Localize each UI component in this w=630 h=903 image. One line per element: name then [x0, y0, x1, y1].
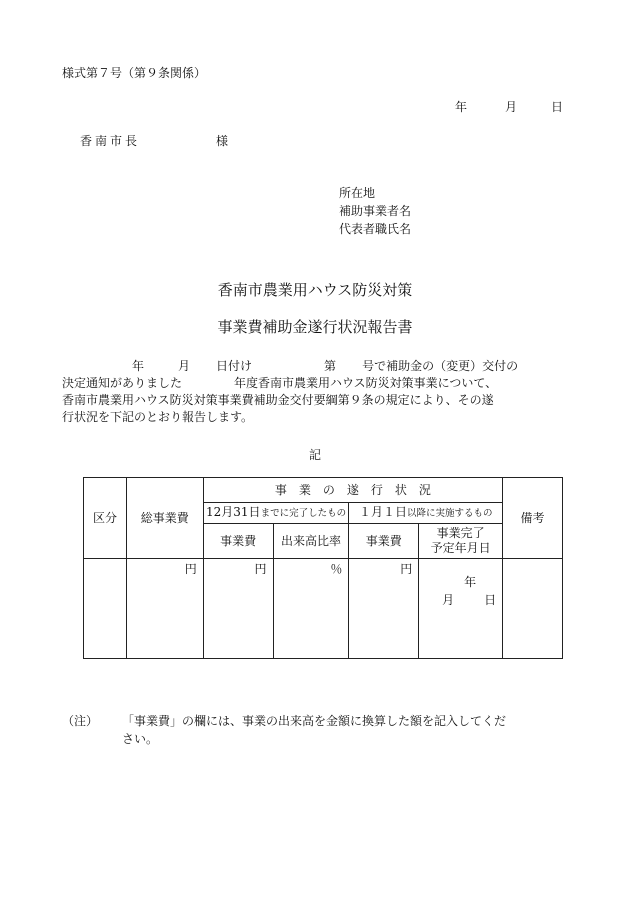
- applicant-block: [339, 184, 411, 238]
- mayor-label: 香南市長: [80, 134, 141, 148]
- header-status: 事 業 の 遂 行 状 況: [203, 478, 502, 503]
- header-cost-1: 事業費: [203, 524, 273, 559]
- honorific: 様: [216, 134, 229, 148]
- applicant-name-label: 補助事業者名: [339, 204, 412, 218]
- date-day: 日: [551, 100, 564, 114]
- note-label: （注）: [62, 714, 99, 728]
- table-row: [84, 559, 563, 659]
- title-line-1: 香南市農業用ハウス防災対策: [217, 281, 413, 299]
- cell-total-cost[interactable]: 円: [126, 559, 203, 659]
- body-text: [62, 358, 572, 426]
- header-total-cost: 総事業費: [126, 478, 203, 559]
- cell-remarks[interactable]: [503, 559, 563, 659]
- date-line: [455, 98, 563, 115]
- header-completed-group: 12月31日までに完了したもの: [203, 503, 349, 524]
- body-line-3: 香南市農業用ハウス防災対策事業費補助金交付要綱第９条の規定により、その遂: [62, 393, 494, 407]
- address-label: 所在地: [339, 186, 376, 200]
- form-number: 様式第７号（第９条関係）: [62, 66, 207, 80]
- addressee: [80, 132, 228, 149]
- footnote: [62, 712, 506, 748]
- cell-completion-date[interactable]: 年 月 日: [419, 559, 503, 659]
- ki-heading: 記: [308, 448, 321, 462]
- representative-label: 代表者職氏名: [339, 222, 412, 236]
- note-line-2: さい。: [122, 732, 159, 746]
- body-line-1: 年 月 日付け 第 号で補助金の（変更）交付の: [132, 359, 519, 373]
- title-line-2: 事業費補助金遂行状況報告書: [217, 318, 413, 336]
- cell-kubun[interactable]: [84, 559, 127, 659]
- header-completion-date: 事業完了 予定年月日: [419, 524, 503, 559]
- header-progress-rate: 出来高比率: [273, 524, 349, 559]
- cell-progress-rate[interactable]: ％: [273, 559, 349, 659]
- body-line-4: 行状況を下記のとおり報告します。: [62, 410, 254, 424]
- header-future-group: １月１日以降に実施するもの: [349, 503, 503, 524]
- header-cost-2: 事業費: [349, 524, 419, 559]
- note-line-1: 「事業費」の欄には、事業の出来高を金額に換算した額を記入してくだ: [122, 714, 507, 728]
- cell-cost-2[interactable]: 円: [349, 559, 419, 659]
- header-kubun: 区分: [84, 478, 127, 559]
- date-year: 年: [455, 100, 468, 114]
- body-line-2: 決定通知がありました 年度香南市農業用ハウス防災対策事業について、: [62, 376, 498, 390]
- header-remarks: 備考: [503, 478, 563, 559]
- date-month: 月: [505, 100, 518, 114]
- status-table: [83, 477, 563, 659]
- cell-cost-1[interactable]: 円: [203, 559, 273, 659]
